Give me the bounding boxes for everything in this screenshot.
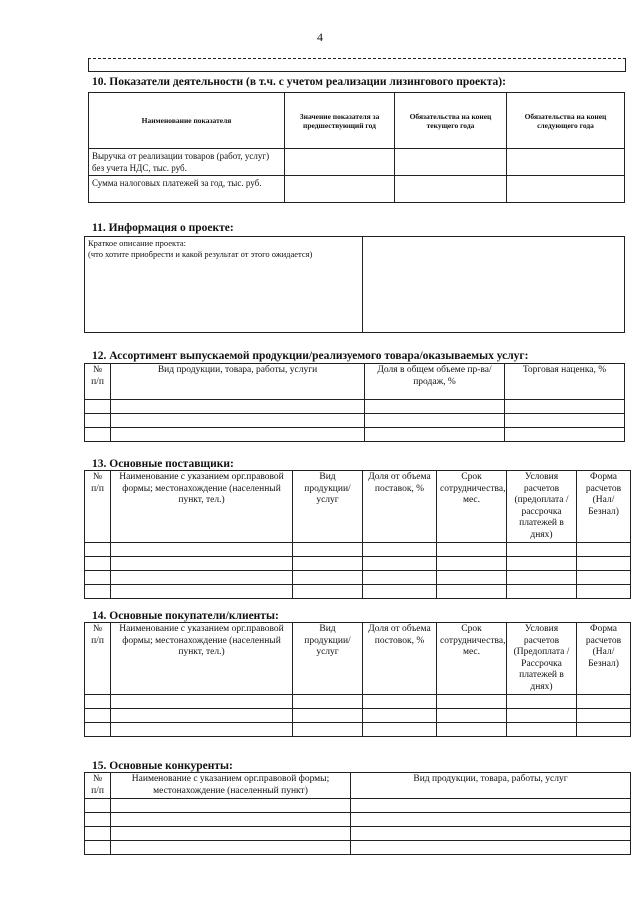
table-cell[interactable] bbox=[437, 695, 507, 709]
project-description-field[interactable] bbox=[363, 237, 625, 333]
table-cell[interactable] bbox=[437, 557, 507, 571]
cell[interactable] bbox=[285, 176, 395, 203]
table-cell[interactable] bbox=[111, 400, 365, 414]
table-cell[interactable] bbox=[577, 723, 631, 737]
table-cell[interactable] bbox=[85, 827, 111, 841]
table-cell[interactable] bbox=[437, 585, 507, 599]
table-cell[interactable] bbox=[507, 585, 577, 599]
table-cell[interactable] bbox=[111, 723, 293, 737]
table-cell[interactable] bbox=[577, 585, 631, 599]
col-product-type: Вид продукции/ услуг bbox=[293, 471, 363, 543]
table-cell[interactable] bbox=[85, 585, 111, 599]
table-cell[interactable] bbox=[437, 709, 507, 723]
table-cell[interactable] bbox=[365, 400, 505, 414]
project-description-hint: (что хотите приобрести и какой результат от этого ожидается) bbox=[88, 249, 313, 259]
cell[interactable] bbox=[507, 149, 625, 176]
section-15-title: 15. Основные конкуренты: bbox=[92, 760, 233, 772]
table-cell[interactable] bbox=[111, 428, 365, 442]
col-indicator-name: Наименование показателя bbox=[89, 93, 285, 149]
table-cell[interactable] bbox=[85, 414, 111, 428]
table-cell[interactable] bbox=[437, 543, 507, 557]
col-payment-form: Форма расчетов (Нал/Безнал) bbox=[577, 471, 631, 543]
col-cooperation-term: Срок сотрудничества, мес. bbox=[437, 623, 507, 695]
table-cell[interactable] bbox=[85, 709, 111, 723]
row-taxes-label: Сумма налоговых платежей за год, тыс. руб. bbox=[89, 176, 285, 203]
col-share: Доля в общем объеме пр-ва/продаж, % bbox=[365, 364, 505, 400]
table-cell[interactable] bbox=[111, 414, 365, 428]
table-cell[interactable] bbox=[293, 709, 363, 723]
cell[interactable] bbox=[507, 176, 625, 203]
section-11-title: 11. Информация о проекте: bbox=[92, 222, 234, 234]
table-cell[interactable] bbox=[293, 695, 363, 709]
table-cell[interactable] bbox=[577, 695, 631, 709]
page-number: 4 bbox=[317, 30, 323, 44]
col-payment-form: Форма расчетов (Нал/Безнал) bbox=[577, 623, 631, 695]
table-cell[interactable] bbox=[293, 571, 363, 585]
table-cell[interactable] bbox=[111, 585, 293, 599]
table-cell[interactable] bbox=[111, 799, 351, 813]
section-10-title: 10. Показатели деятельности (в т.ч. с учетом реализации лизингового проекта): bbox=[92, 76, 506, 88]
table-cell[interactable] bbox=[577, 543, 631, 557]
table-cell[interactable] bbox=[85, 695, 111, 709]
table-cell[interactable] bbox=[351, 799, 631, 813]
table-cell[interactable] bbox=[85, 557, 111, 571]
col-supply-share: Доля от объема поставок, % bbox=[363, 471, 437, 543]
customers-table bbox=[84, 622, 631, 737]
table-cell[interactable] bbox=[365, 428, 505, 442]
table-cell[interactable] bbox=[363, 709, 437, 723]
cell[interactable] bbox=[395, 149, 507, 176]
col-name-location: Наименование с указанием орг.правовой формы; местонахождение (населенный пункт, тел.) bbox=[111, 623, 293, 695]
table-cell[interactable] bbox=[363, 585, 437, 599]
competitors-table bbox=[84, 772, 631, 855]
assortment-table bbox=[84, 363, 625, 442]
table-cell[interactable] bbox=[351, 827, 631, 841]
table-cell[interactable] bbox=[351, 813, 631, 827]
table-cell[interactable] bbox=[363, 695, 437, 709]
table-cell[interactable] bbox=[363, 543, 437, 557]
table-cell[interactable] bbox=[507, 571, 577, 585]
col-payment-terms: Условия расчетов (Предоплата / Рассрочка платежей в днях) bbox=[507, 623, 577, 695]
top-empty-frame bbox=[88, 58, 626, 72]
table-cell[interactable] bbox=[293, 723, 363, 737]
section-14-title: 14. Основные покупатели/клиенты: bbox=[92, 610, 279, 622]
col-number: № п/п bbox=[85, 471, 111, 543]
table-cell[interactable] bbox=[363, 571, 437, 585]
table-cell[interactable] bbox=[293, 557, 363, 571]
table-cell[interactable] bbox=[505, 428, 625, 442]
table-cell[interactable] bbox=[507, 557, 577, 571]
col-number: № п/п bbox=[85, 623, 111, 695]
col-number: № п/п bbox=[85, 773, 111, 799]
table-cell[interactable] bbox=[111, 813, 351, 827]
table-cell[interactable] bbox=[111, 709, 293, 723]
col-product-type: Вид продукции/ услуг bbox=[293, 623, 363, 695]
cell[interactable] bbox=[395, 176, 507, 203]
table-cell[interactable] bbox=[507, 709, 577, 723]
col-number: № п/п bbox=[85, 364, 111, 400]
table-cell[interactable] bbox=[507, 723, 577, 737]
table-cell[interactable] bbox=[505, 414, 625, 428]
project-description-label: Краткое описание проекта: bbox=[88, 238, 187, 248]
table-cell[interactable] bbox=[293, 543, 363, 557]
col-current-year: Обязательства на конец текущего года bbox=[395, 93, 507, 149]
table-cell[interactable] bbox=[293, 585, 363, 599]
table-cell[interactable] bbox=[111, 543, 293, 557]
project-info-table bbox=[84, 236, 625, 333]
cell[interactable] bbox=[285, 149, 395, 176]
table-cell[interactable] bbox=[577, 571, 631, 585]
section-12-title: 12. Ассортимент выпускаемой продукции/реализуемого товара/оказываемых услуг: bbox=[92, 350, 529, 362]
col-name-location: Наименование с указанием орг.правовой формы; местонахождение (населенный пункт, тел.) bbox=[111, 471, 293, 543]
table-cell[interactable] bbox=[507, 543, 577, 557]
table-cell[interactable] bbox=[85, 813, 111, 827]
table-cell[interactable] bbox=[577, 557, 631, 571]
table-cell[interactable] bbox=[111, 827, 351, 841]
table-cell[interactable] bbox=[111, 557, 293, 571]
col-markup: Торговая наценка, % bbox=[505, 364, 625, 400]
table-cell[interactable] bbox=[85, 428, 111, 442]
col-payment-terms: Условия расчетов (предоплата / рассрочка платежей в днях) bbox=[507, 471, 577, 543]
col-previous-year: Значение показателя за предшествующий год bbox=[285, 93, 395, 149]
indicators-table bbox=[88, 92, 625, 203]
table-cell[interactable] bbox=[507, 695, 577, 709]
table-cell[interactable] bbox=[437, 723, 507, 737]
table-cell[interactable] bbox=[111, 695, 293, 709]
table-cell[interactable] bbox=[111, 841, 351, 855]
table-cell[interactable] bbox=[363, 557, 437, 571]
table-cell[interactable] bbox=[85, 543, 111, 557]
table-cell[interactable] bbox=[85, 841, 111, 855]
table-cell[interactable] bbox=[437, 571, 507, 585]
row-revenue-label: Выручка от реализации товаров (работ, услуг) без учета НДС, тыс. руб. bbox=[89, 149, 285, 176]
table-cell[interactable] bbox=[365, 414, 505, 428]
table-cell[interactable] bbox=[85, 400, 111, 414]
col-supply-share: Доля от объема постовок, % bbox=[363, 623, 437, 695]
table-cell[interactable] bbox=[85, 799, 111, 813]
table-cell[interactable] bbox=[505, 400, 625, 414]
col-next-year: Обязательства на конец следующего года bbox=[507, 93, 625, 149]
table-cell[interactable] bbox=[85, 571, 111, 585]
table-cell[interactable] bbox=[363, 723, 437, 737]
suppliers-table bbox=[84, 470, 631, 599]
table-cell[interactable] bbox=[111, 571, 293, 585]
section-13-title: 13. Основные поставщики: bbox=[92, 458, 234, 470]
col-product-type: Вид продукции, товара, работы, услуги bbox=[111, 364, 365, 400]
table-cell[interactable] bbox=[85, 723, 111, 737]
col-name-location: Наименование с указанием орг.правовой формы; местонахождение (населенный пункт) bbox=[111, 773, 351, 799]
table-cell[interactable] bbox=[577, 709, 631, 723]
col-cooperation-term: Срок сотрудничества, мес. bbox=[437, 471, 507, 543]
table-cell[interactable] bbox=[351, 841, 631, 855]
col-product-type: Вид продукции, товара, работы, услуг bbox=[351, 773, 631, 799]
